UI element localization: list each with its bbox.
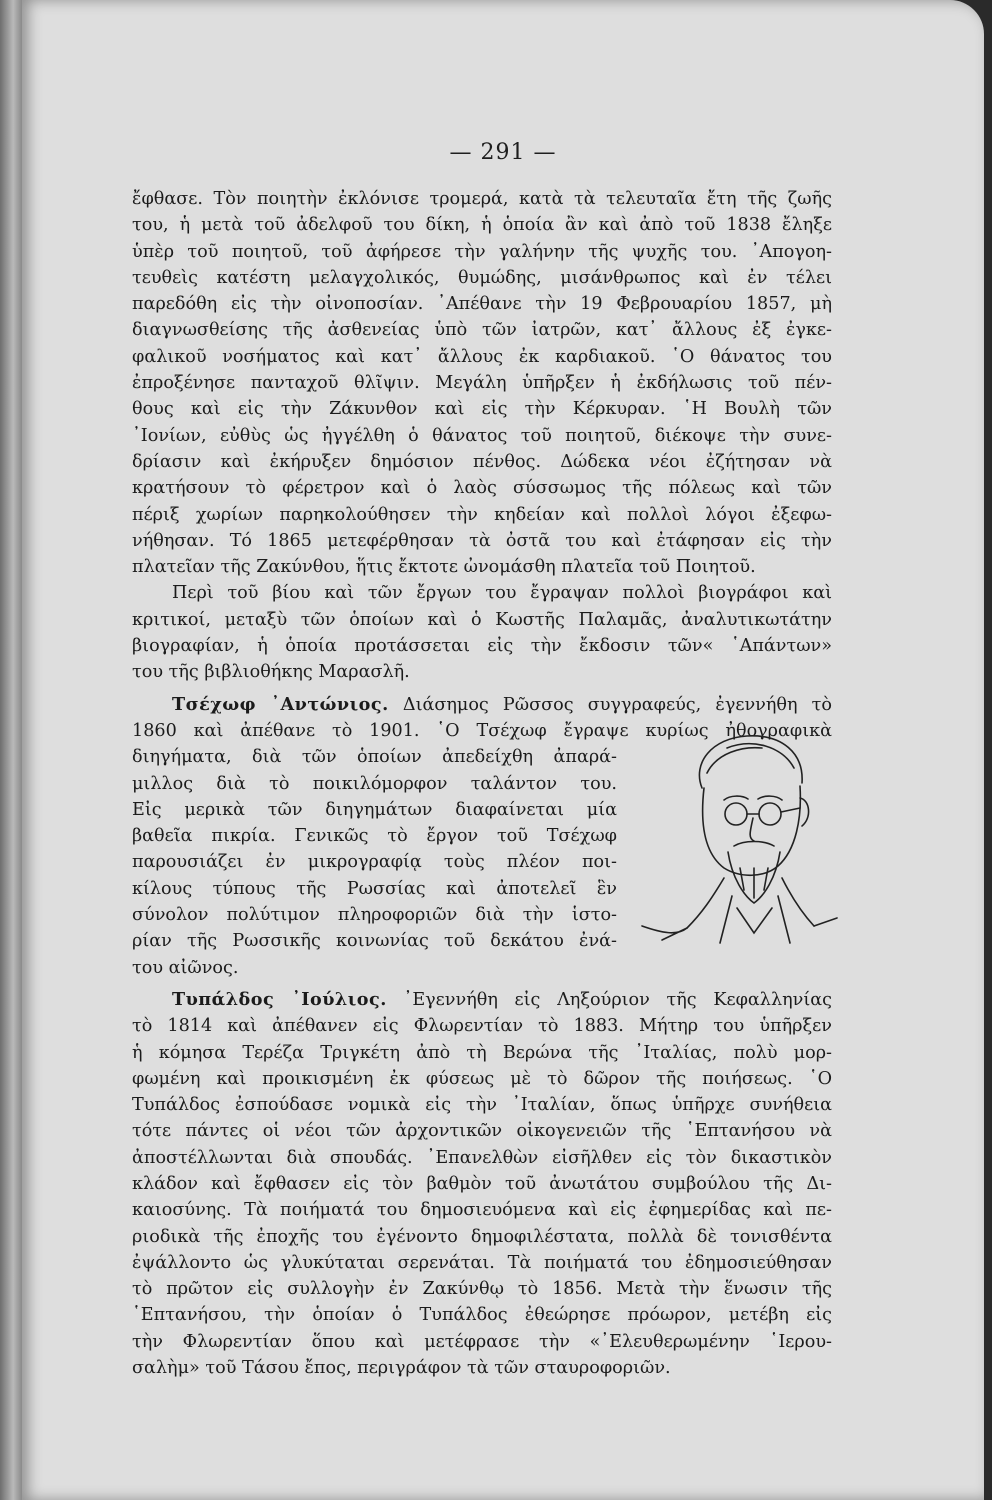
text-line: ὑπὲρ τοῦ ποιητοῦ, τοῦ ἀφήρεσε τὴν γαλήνην τῆς ψυχῆς του. ᾿Απογοη- — [132, 241, 832, 262]
text-line: μιλλος διὰ τὸ ποικιλόμορφον ταλάντον του. — [132, 773, 617, 794]
text-line: κλάδον καὶ ἔφθασεν εἰς τὸν βαθμὸν τοῦ ἀνωτάτου συμβούλου τῆς Δι- — [132, 1173, 832, 1194]
text-line: ἡ κόμησα Τερέζα Τριγκέτη ἀπὸ τὴ Βερώνα τῆς ᾿Ιταλίας, πολὺ μορ- — [132, 1042, 832, 1063]
text-line: ᾿Ιονίων, εὐθὺς ὡς ἠγγέλθη ὁ θάνατος τοῦ ποιητοῦ, διέκοψε τὴν συνε- — [132, 425, 832, 446]
text-line: θους καὶ εἰς τὴν Ζάκυνθον καὶ εἰς τὴν Κέρκυραν. ῾Η Βουλὴ τῶν — [132, 399, 832, 420]
text-line: πλατεῖαν τῆς Ζακύνθου, ἥτις ἔκτοτε ὠνομάσθη πλατεῖα τοῦ Ποιητοῦ. — [132, 557, 756, 578]
text-line: του αἰῶνος. — [132, 957, 239, 978]
text-line: πέριξ χωρίων παρηκολούθησεν τὴν κηδείαν καὶ πολλοὶ λόγοι ἐξεφω- — [132, 504, 832, 525]
text-line: καιοσύνης. Τὰ ποιήματά του δημοσιευόμενα καὶ εἰς ἐφημερίδας καὶ πε- — [132, 1200, 832, 1221]
text-line: 1860 καὶ ἀπέθανε τὸ 1901. ῾Ο Τσέχωφ ἔγραψε κυρίως ἠθογραφικὰ — [132, 720, 832, 741]
text-line: ἐπροξένησε πανταχοῦ θλῖψιν. Μεγάλη ὑπῆρξεν ἡ ἐκδήλωσις τοῦ πέν- — [132, 373, 832, 394]
text-line: ἔφθασε. Τὸν ποιητὴν ἐκλόνισε τρομερά, κατὰ τὰ τελευταῖα ἔτη τῆς ζωῆς — [132, 189, 832, 209]
text-line: Τυπάλδος ἐσπούδασε νομικὰ εἰς τὴν ᾿Ιταλίαν, ὅπως ὑπῆρχε συνήθεια — [132, 1095, 832, 1116]
chekhov-portrait-drawing — [632, 728, 847, 958]
text-line: παρουσιάζει ἐν μικρογραφίᾳ τοὺς πλέον ποι- — [132, 852, 617, 873]
chekhov-portrait — [632, 728, 847, 958]
text-line: του, ἡ μετὰ τοῦ ἀδελφοῦ του δίκη, ἡ ὁποία ἂν καὶ ἀπὸ τοῦ 1838 ἔληξε — [132, 215, 832, 236]
text-line: ρίαν τῆς Ρωσσικῆς κοινωνίας τοῦ δεκάτου ἐνά- — [132, 931, 617, 952]
text-line: Εἰς μερικὰ τῶν διηγημάτων διαφαίνεται μία — [132, 799, 617, 820]
text-line: τότε πάντες οἱ νέοι τῶν ἀρχοντικῶν οἰκογενειῶν τῆς ῾Επτανήσου νὰ — [132, 1121, 832, 1142]
text-line: τὸ πρῶτον εἰς συλλογὴν ἐν Ζακύνθῳ τὸ 1856. Μετὰ τὴν ἕνωσιν τῆς — [132, 1279, 832, 1300]
text-line: τευθεὶς κατέστη μελαγχολικός, θυμώδης, μισάνθρωπος καὶ ἐν τέλει — [132, 267, 832, 288]
text-line: κρατήσουν τὸ φέρετρον καὶ ὁ λαὸς σύσσωμος τῆς πόλεως καὶ τῶν — [132, 478, 832, 499]
biographers-paragraph — [132, 580, 832, 685]
text-line: φωμένη καὶ προικισμένη ἐκ φύσεως μὲ τὸ δῶρον τῆς ποιήσεως. ῾Ο — [132, 1068, 832, 1089]
text-line: νήθησαν. Τό 1865 μετεφέρθησαν τὰ ὀστᾶ του καὶ ἐτάφησαν εἰς τὴν — [132, 530, 832, 551]
text-line: σαλὴμ» τοῦ Τάσου ἔπος, περιγράφον τὰ τῶν σταυροφοριῶν. — [132, 1358, 671, 1379]
typaldos-entry — [132, 987, 832, 1381]
text-line: του τῆς βιβλιοθήκης Μαρασλῆ. — [132, 662, 410, 683]
typaldos-heading: Τυπάλδος ᾿Ιούλιος. — [172, 988, 387, 1010]
text-line: σύνολον πολύτιμον πληροφοριῶν διὰ τὴν ἱστο- — [132, 905, 617, 926]
intro-paragraph — [132, 186, 832, 580]
text-line: ριοδικὰ τῆς ἐποχῆς του ἐγένοντο δημοφιλέστατα, πολλὰ δὲ τονισθέντα — [132, 1226, 832, 1247]
text-line: κριτικοί, μεταξὺ τῶν ὁποίων καὶ ὁ Κωστῆς Παλαμᾶς, ἀναλυτικωτάτην — [132, 609, 832, 630]
chekhov-first-line-text: Διάσημος Ρῶσσος συγγραφεύς, ἐγεννήθη τὸ — [388, 694, 832, 715]
text-line: φαλικοῦ νοσήματος καὶ κατ᾿ ἄλλους ἐκ καρδιακοῦ. ῾Ο θάνατος του — [132, 346, 832, 367]
text-line: ἀποστέλλωνται διὰ σπουδάς. ᾿Επανελθὼν εἰσῆλθεν εἰς τὸν δικαστικὸν — [132, 1147, 832, 1168]
text-line: δρίασιν καὶ ἐκήρυξεν δημόσιον πένθος. Δώδεκα νέοι ἐζήτησαν νὰ — [132, 451, 832, 472]
text-line: βαθεῖα πικρία. Γενικῶς τὸ ἔργον τοῦ Τσέχωφ — [132, 826, 617, 847]
text-line: παρεδόθη εἰς τὴν οἰνοποσίαν. ᾿Απέθανε τὴν 19 Φεβρουαρίου 1857, μὴ — [132, 294, 832, 315]
text-line: τὴν Φλωρεντίαν ὅπου καὶ μετέφρασε τὴν «᾿Ελευθερωμένην ῾Ιερου- — [132, 1331, 832, 1352]
text-line: διαγνωσθείσης τῆς ἀσθενείας ὑπὸ τῶν ἰατρῶν, κατ᾿ ἄλλους ἐξ ἐγκε- — [132, 320, 832, 341]
chekhov-heading: Τσέχωφ ᾿Αντώνιος. — [172, 693, 389, 715]
typaldos-first-line-text: ᾿Εγεννήθη εἰς Ληξούριον τῆς Κεφαλληνίας — [386, 989, 832, 1010]
text-line: ῾Επτανήσου, τὴν ὁποίαν ὁ Τυπάλδος ἐθεώρησε πρόωρον, μετέβη εἰς — [132, 1305, 832, 1326]
text-line: Περὶ τοῦ βίου καὶ τῶν ἔργων του ἔγραψαν πολλοὶ βιογράφοι καὶ — [172, 583, 832, 604]
book-page — [22, 0, 984, 1500]
text-line: βιογραφίαν, ἡ ὁποία προτάσσεται εἰς τὴν ἔκδοσιν τῶν« ῾Απάντων» — [132, 636, 832, 657]
previous-page-edge — [0, 0, 22, 1500]
typaldos-first-line — [132, 987, 832, 1013]
text-line: τὸ 1814 καὶ ἀπέθανεν εἰς Φλωρεντίαν τὸ 1883. Μήτηρ του ὑπῆρξεν — [132, 1016, 832, 1037]
text-line: ἐψάλλοντο ὡς γλυκύταται σερενάται. Τὰ ποιήματά του ἐδημοσιεύθησαν — [132, 1252, 832, 1273]
text-line: κίλους τύπους τῆς Ρωσσίας καὶ ἀποτελεῖ ἓν — [132, 878, 617, 899]
page-number: — 291 — — [449, 140, 557, 165]
text-line: διηγήματα, διὰ τῶν ὁποίων ἀπεδείχθη ἀπαρά- — [132, 747, 617, 768]
chekhov-first-line — [132, 692, 832, 718]
